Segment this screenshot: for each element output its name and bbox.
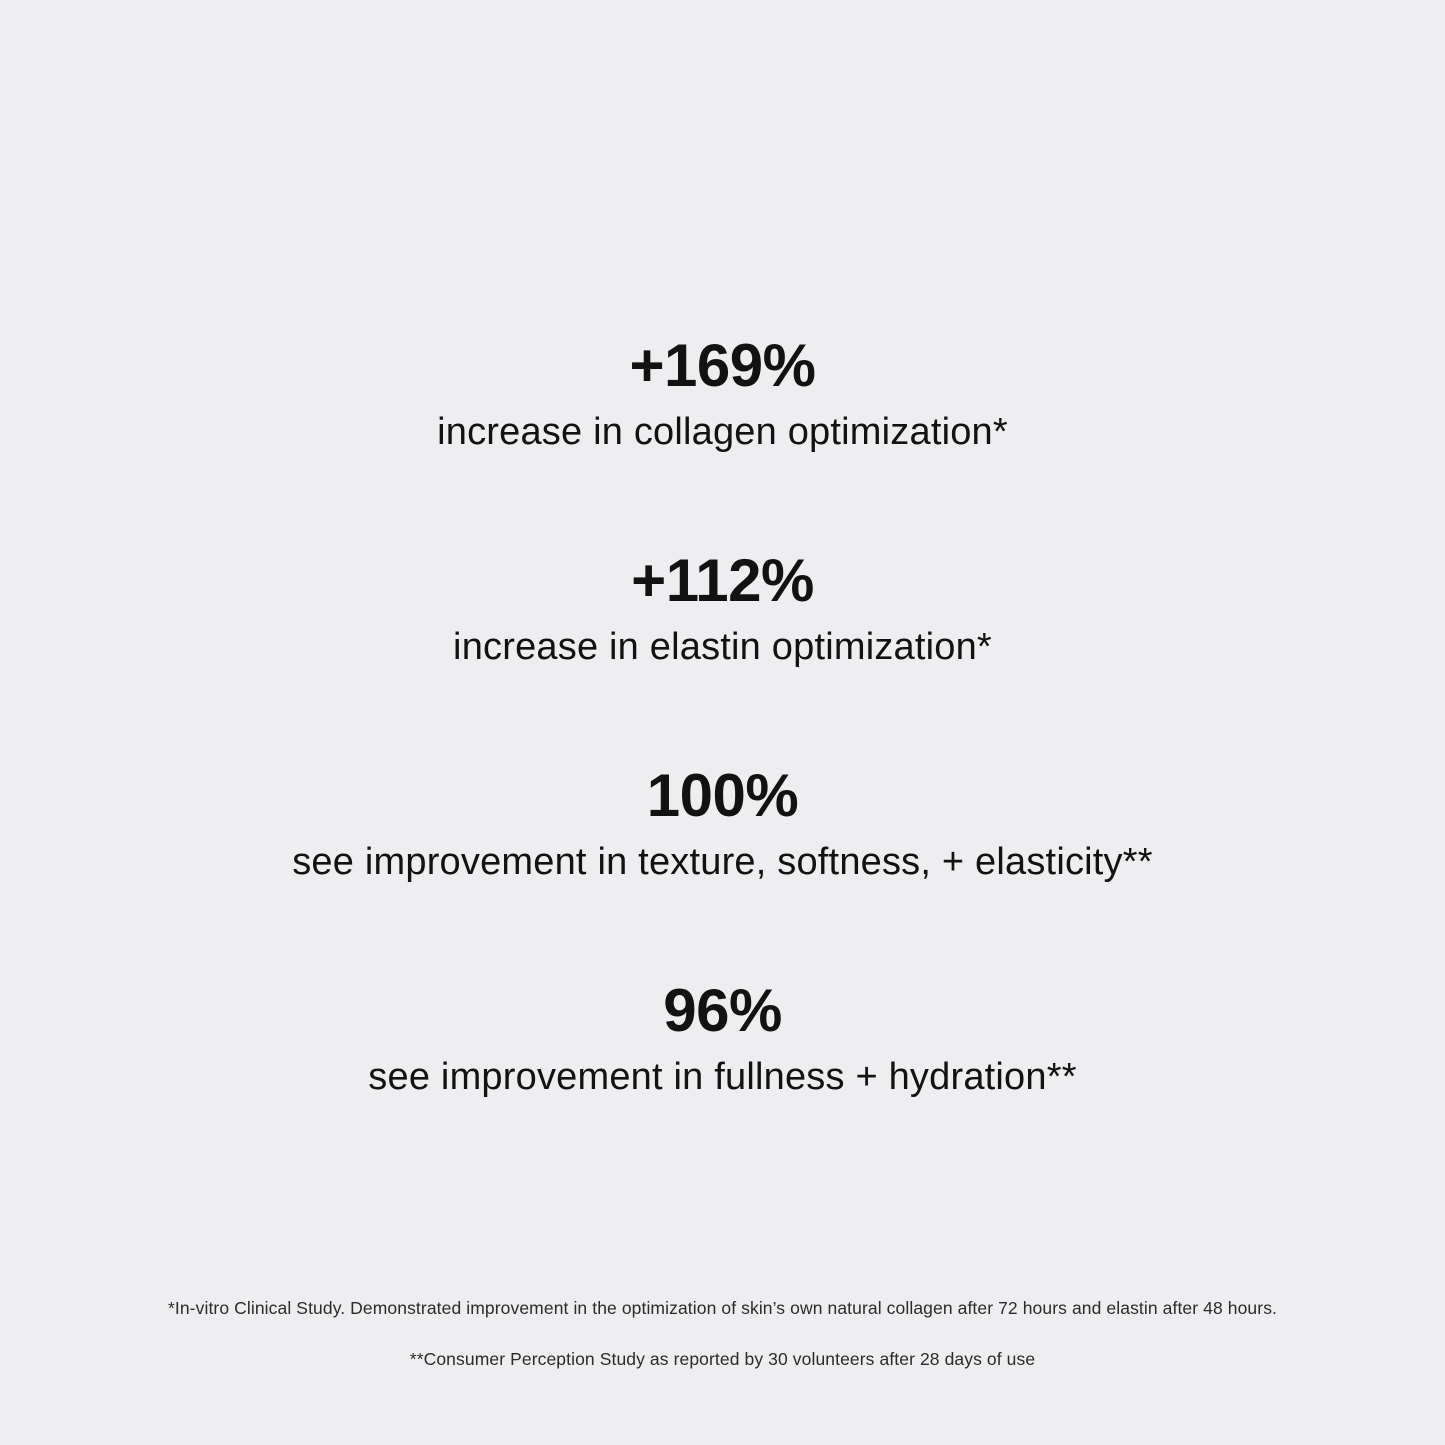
stat-label: see improvement in texture, softness, + elasticity** [292,841,1153,883]
stat-value: 100% [646,762,799,829]
stat-value: +112% [631,547,814,614]
stat-texture [0,762,1445,883]
stat-collagen [0,332,1445,453]
footnote-clinical-study: *In-vitro Clinical Study. Demonstrated improvement in the optimization of skin’s own natural collagen after 72 hours and elastin after 48 hours. [167,1298,1278,1318]
stat-label: increase in elastin optimization* [453,626,992,668]
stat-value: 96% [663,977,782,1044]
stat-fullness [0,977,1445,1098]
stat-label: increase in collagen optimization* [437,411,1008,453]
stat-label: see improvement in fullness + hydration** [368,1056,1077,1098]
stats-list [0,332,1445,1196]
stat-value: +169% [629,332,816,399]
footnote-perception-study: **Consumer Perception Study as reported by 30 volunteers after 28 days of use [409,1349,1036,1369]
stat-elastin [0,547,1445,668]
